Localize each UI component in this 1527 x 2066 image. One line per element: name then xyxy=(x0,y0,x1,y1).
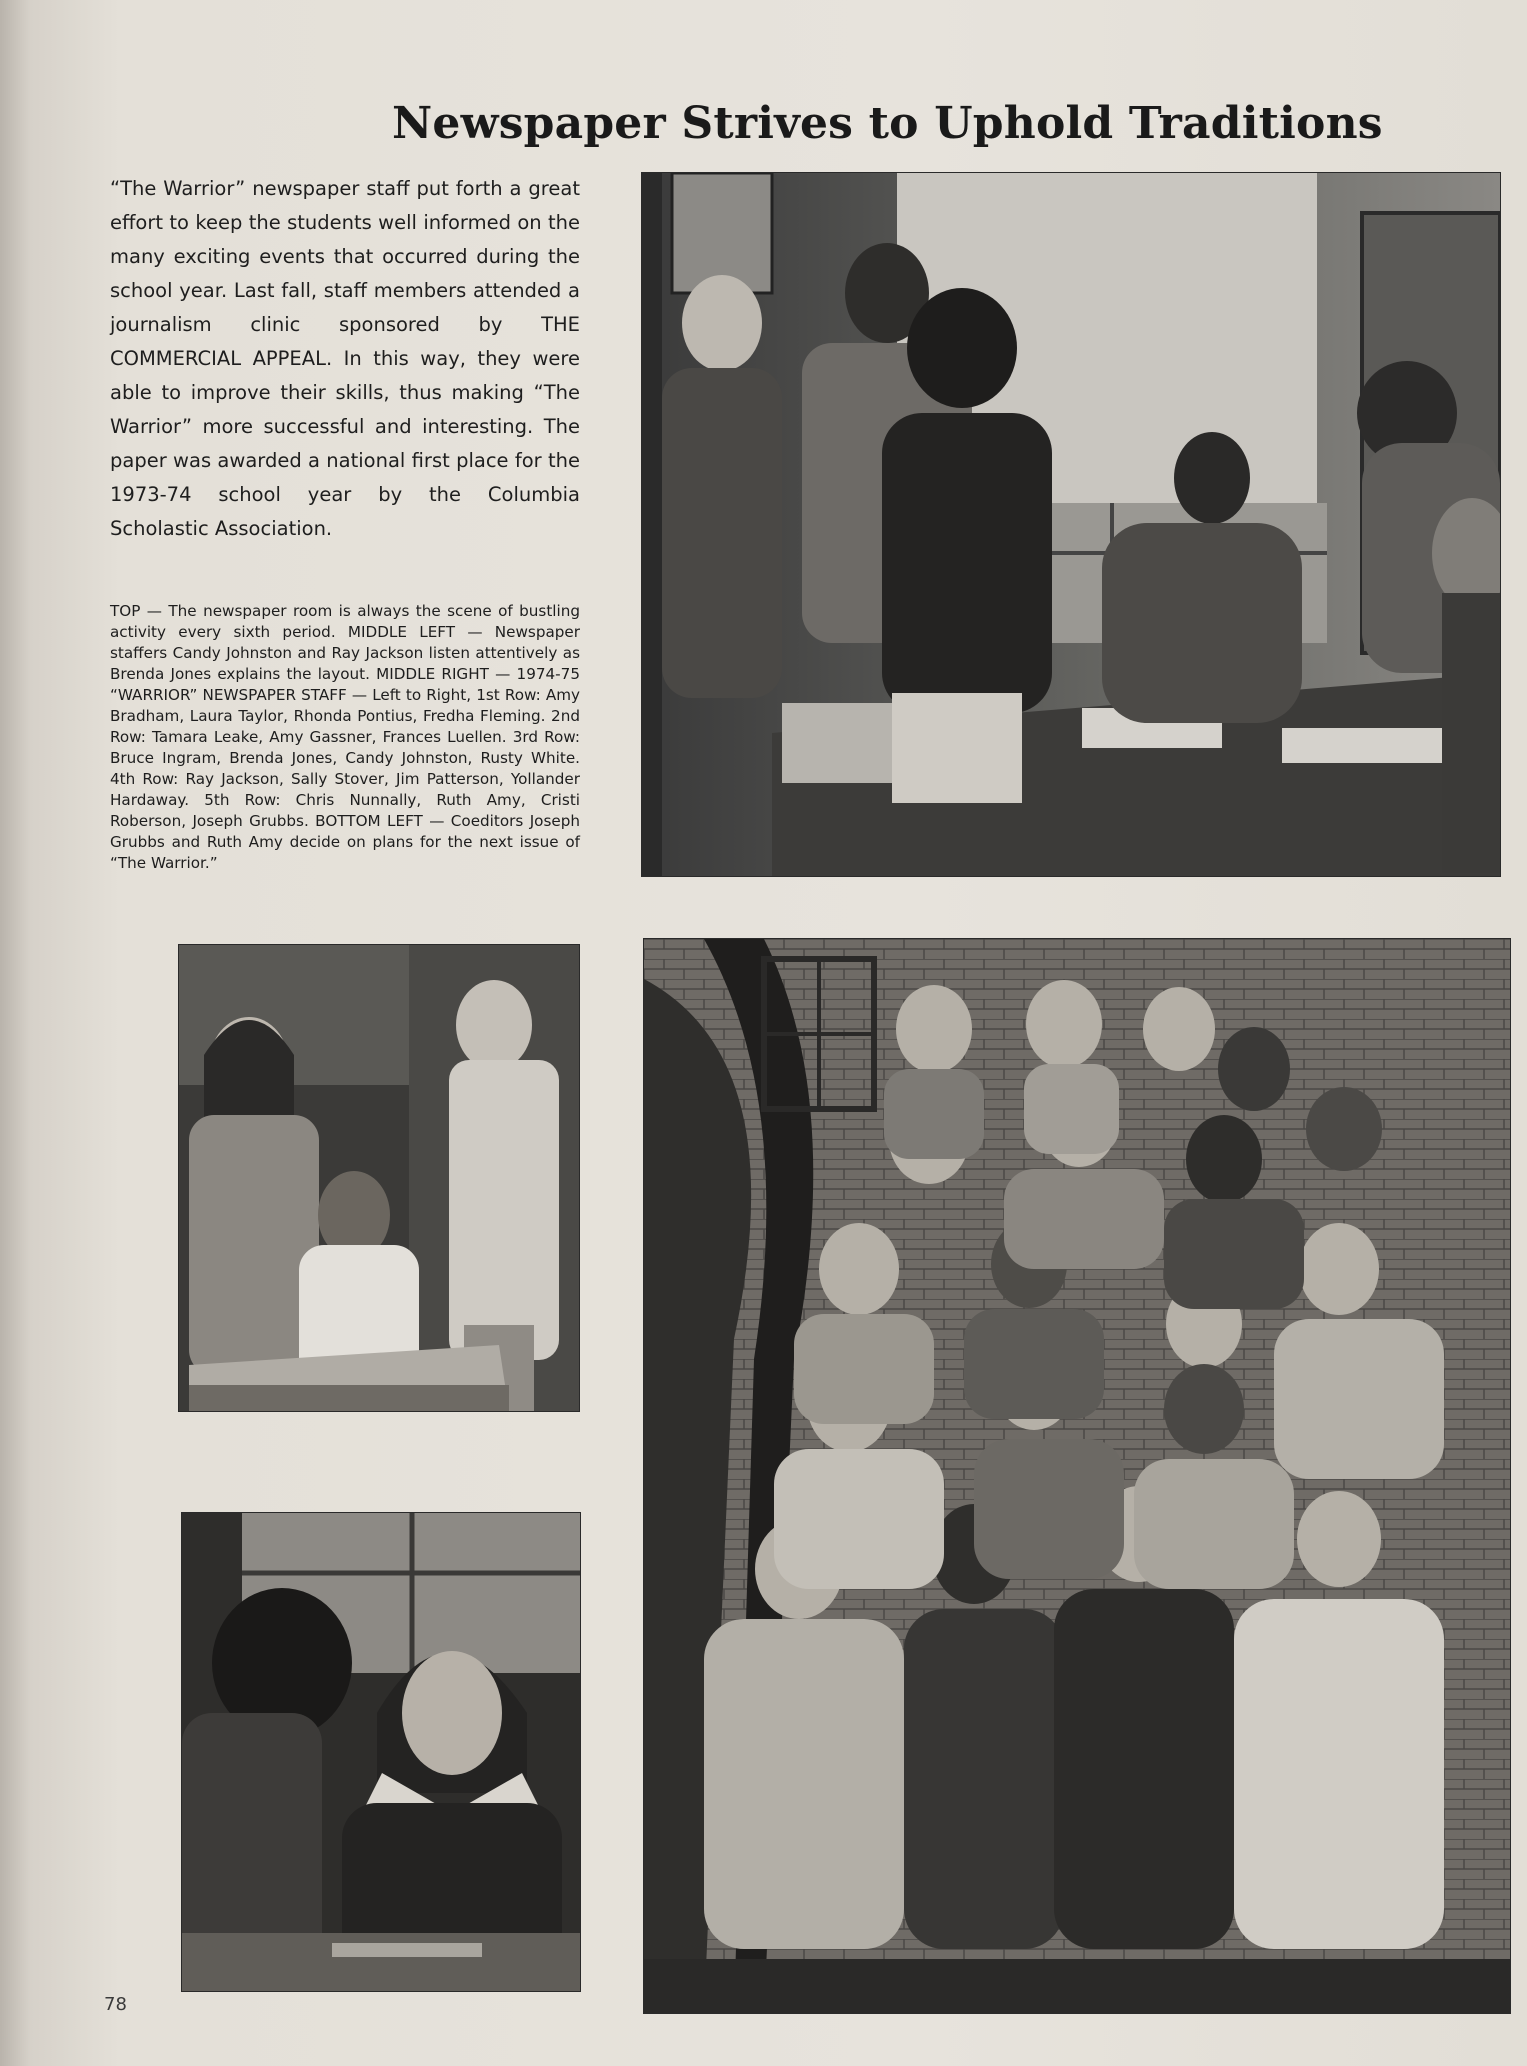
photo-caption: TOP — The newspaper room is always the scene of bustling activity every sixth period. MIDDLE LEFT — Newspaper staffers Candy Johnston and Ray Jackson listen attentively as Brenda Jones explains the layout. MIDDLE RIGHT — 1974-75 “WARRIOR” NEWSPAPER STAFF — Left to Right, 1st Row: Amy Bradham, Laura Taylor, Rhonda Pontius, Fredha Fleming. 2nd Row: Tamara Leake, Amy Gassner, Frances Luellen. 3rd Row: Bruce Ingram, Brenda Jones, Candy Johnston, Rusty White. 4th Row: Ray Jackson, Sally Stover, Jim Patterson, Yollander Hardaway. 5th Row: Chris Nunnally, Ruth Amy, Cristi Roberson, Joseph Grubbs. BOTTOM LEFT — Coeditors Joseph Grubbs and Ruth Amy decide on plans for the next issue of “The Warrior.” xyxy=(110,602,580,872)
article-body: “The Warrior” newspaper staff put forth a great effort to keep the students well informed on the many exciting events that occurred during the school year. Last fall, staff members attended a journalism clinic sponsored by THE COMMERCIAL APPEAL. In this way, they were able to improve their skills, thus making “The Warrior” more successful and interesting. The paper was awarded a national first place for the 1973-74 school year by the Columbia Scholastic Association. xyxy=(110,177,580,540)
photo-coeditors xyxy=(181,1512,581,1992)
photo-coeditors-image xyxy=(182,1513,580,1991)
page-number: 78 xyxy=(104,1994,127,2015)
page-headline: Newspaper Strives to Uphold Traditions xyxy=(392,98,1383,149)
photo-layout-discussion-image xyxy=(179,945,579,1411)
photo-layout-discussion xyxy=(178,944,580,1412)
photo-newspaper-staff-image xyxy=(644,939,1510,2013)
photo-newspaper-room-image xyxy=(642,173,1500,876)
photo-newspaper-room xyxy=(641,172,1501,877)
photo-newspaper-staff xyxy=(643,938,1511,2014)
